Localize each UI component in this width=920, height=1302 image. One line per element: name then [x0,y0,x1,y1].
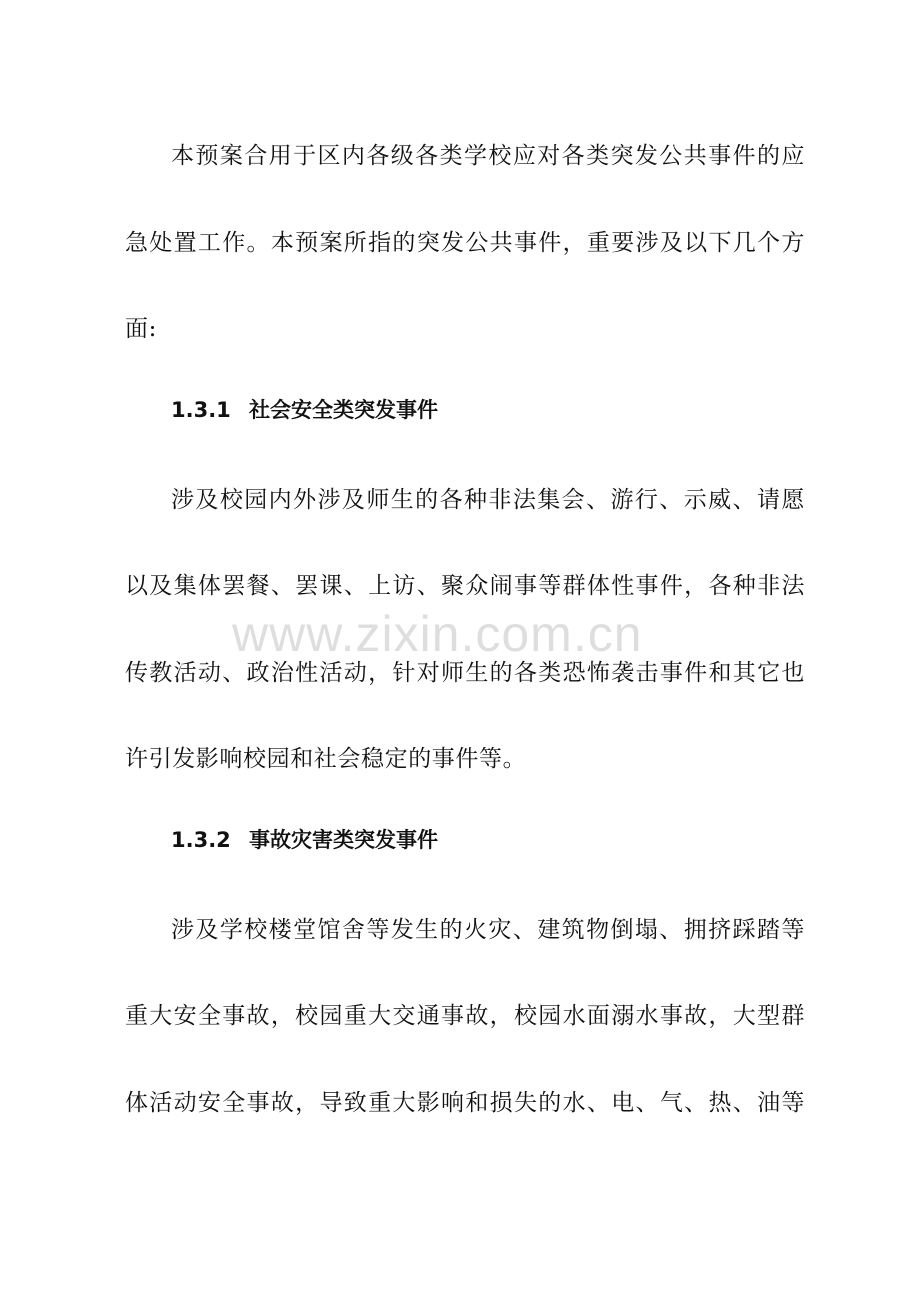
section-2-line-3: 体活动安全事故，导致重大影响和损失的水、电、气、热、油等 [125,1090,805,1116]
section-title: 社会安全类突发事件 [249,398,438,422]
section-heading-1-3-1 [171,395,438,425]
section-1-line-4: 许引发影响校园和社会稳定的事件等。 [125,746,527,772]
intro-line-2: 急处置工作。本预案所指的突发公共事件，重要涉及以下几个方 [125,230,805,256]
section-1-line-3: 传教活动、政治性活动，针对师生的各类恐怖袭击事件和其它也 [125,660,805,686]
intro-line-1: 本预案合用于区内各级各类学校应对各类突发公共事件的应 [171,143,805,169]
watermark: www.zixin.com.cn [232,606,643,662]
section-2-line-1: 涉及学校楼堂馆舍等发生的火灾、建筑物倒塌、拥挤踩踏等 [171,917,805,943]
section-title: 事故灾害类突发事件 [249,828,438,852]
section-2-line-2: 重大安全事故，校园重大交通事故，校园水面溺水事故，大型群 [125,1003,805,1029]
section-number: 1.3.1 [171,398,231,422]
intro-line-3: 面: [125,316,157,342]
section-heading-1-3-2 [171,825,438,855]
section-number: 1.3.2 [171,828,231,852]
section-1-line-2: 以及集体罢餐、罢课、上访、聚众闹事等群体性事件，各种非法 [125,573,805,599]
section-1-line-1: 涉及校园内外涉及师生的各种非法集会、游行、示威、请愿 [171,487,805,513]
